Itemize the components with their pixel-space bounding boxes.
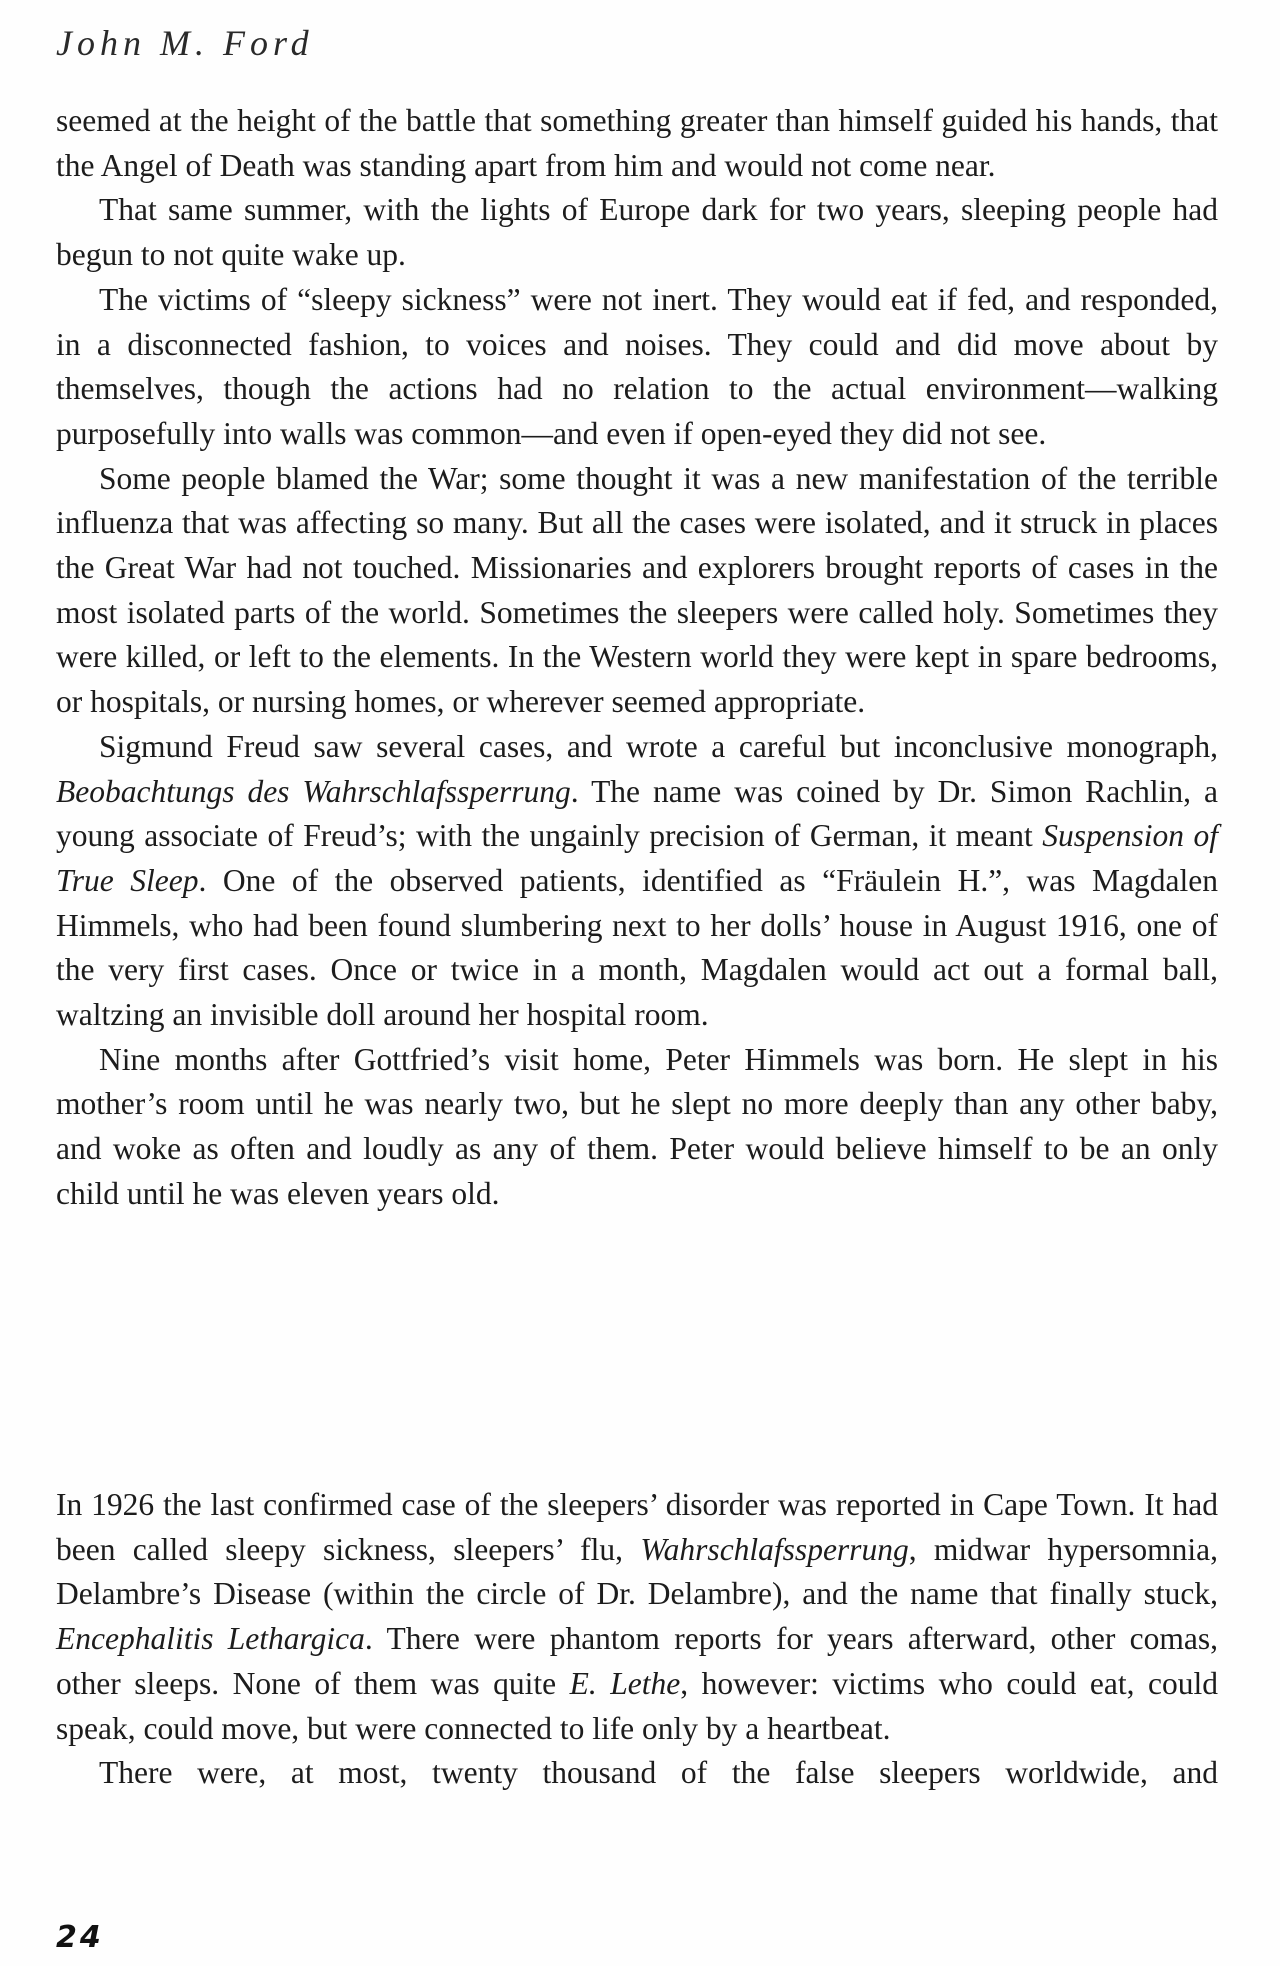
italic-title: Beobachtungs des Wahrschlafssperrung — [56, 773, 571, 809]
text-run: . There were phantom reports for years afterward, other comas, other sleeps. None of them was quite — [56, 1621, 1218, 1701]
paragraph — [56, 725, 1218, 1038]
paragraph: The victims of “sleepy sickness” were not inert. They would eat if fed, and responded, in a disconnected fashion, to voices and noises. They could and did move about by themselves, though the actions had no relation to the actual environment—walking purposefully into walls was common—and even if open-eyed they did not see. — [56, 281, 1218, 451]
paragraph: There were, at most, twenty thousand of the false sleepers worldwide, and — [99, 1755, 1218, 1791]
paragraph: seemed at the height of the battle that something greater than himself guided his hands, that the Angel of Death was standing apart from him and would not come near. — [56, 103, 1218, 183]
paragraph: Some people blamed the War; some thought it was a new manifestation of the terrible influenza that was affecting so many. But all the cases were isolated, and it struck in places the Great War had not touched. Missionaries and explorers brought reports of cases in the most isolated parts of the world. Sometimes the sleepers were called holy. Sometimes they were killed, or left to the elements. In the Western world they were kept in spare bedrooms, or hospitals, or nursing homes, or wherever seemed appropriate. — [56, 460, 1218, 720]
text-run: , midwar hypersomnia, Delambre’s Disease (within the circle of Dr. Delambre), and the name that finally stuck, — [56, 1531, 1219, 1612]
text-run: . One of the observed patients, identified as “Fräulein H.”, was Magdalen Himmels, who had been found slumbering next to her dolls’ house in August 1916, one of the very first cases. Once or twice in a month, Magdalen would act out a formal ball, waltzing an invisible doll around her hospital room. — [56, 862, 1218, 1033]
text-run: In 1926 the last confirmed case of the sleepers’ disorder was reported in Cape Town. It had been called sleepy sickness, sleepers’ flu, — [56, 1487, 1218, 1567]
italic-term: E. Lethe — [569, 1665, 681, 1701]
running-head: John M. Ford — [56, 23, 314, 63]
italic-term: Encephalitis Lethargica — [56, 1621, 365, 1657]
page-number: 24 — [56, 1920, 104, 1955]
text-block-main — [56, 99, 1218, 1217]
text-run: . The name was coined by Dr. Simon Rachlin, a young associate of Freud’s; with the ungainly precision of German, it meant — [56, 773, 1218, 854]
italic-term: Suspension of True Sleep — [56, 818, 1218, 898]
text-run: Sigmund Freud saw several cases, and wrote a careful but inconclusive monograph, — [99, 728, 1218, 764]
paragraph: Nine months after Gottfried’s visit home, Peter Himmels was born. He slept in his mother’s room until he was nearly two, but he slept no more deeply than any other baby, and woke as often and loudly as any of them. Peter would believe himself to be an only child until he was eleven years old. — [56, 1041, 1218, 1211]
text-run: , however: victims who could eat, could speak, could move, but were connected to life only by a heartbeat. — [56, 1665, 1218, 1746]
paragraph: That same summer, with the lights of Europe dark for two years, sleeping people had begun to not quite wake up. — [56, 192, 1218, 273]
text-block-section — [56, 1483, 1218, 1796]
italic-term: Wahrschlafssperrung — [640, 1531, 909, 1567]
paragraph — [56, 1483, 1218, 1751]
